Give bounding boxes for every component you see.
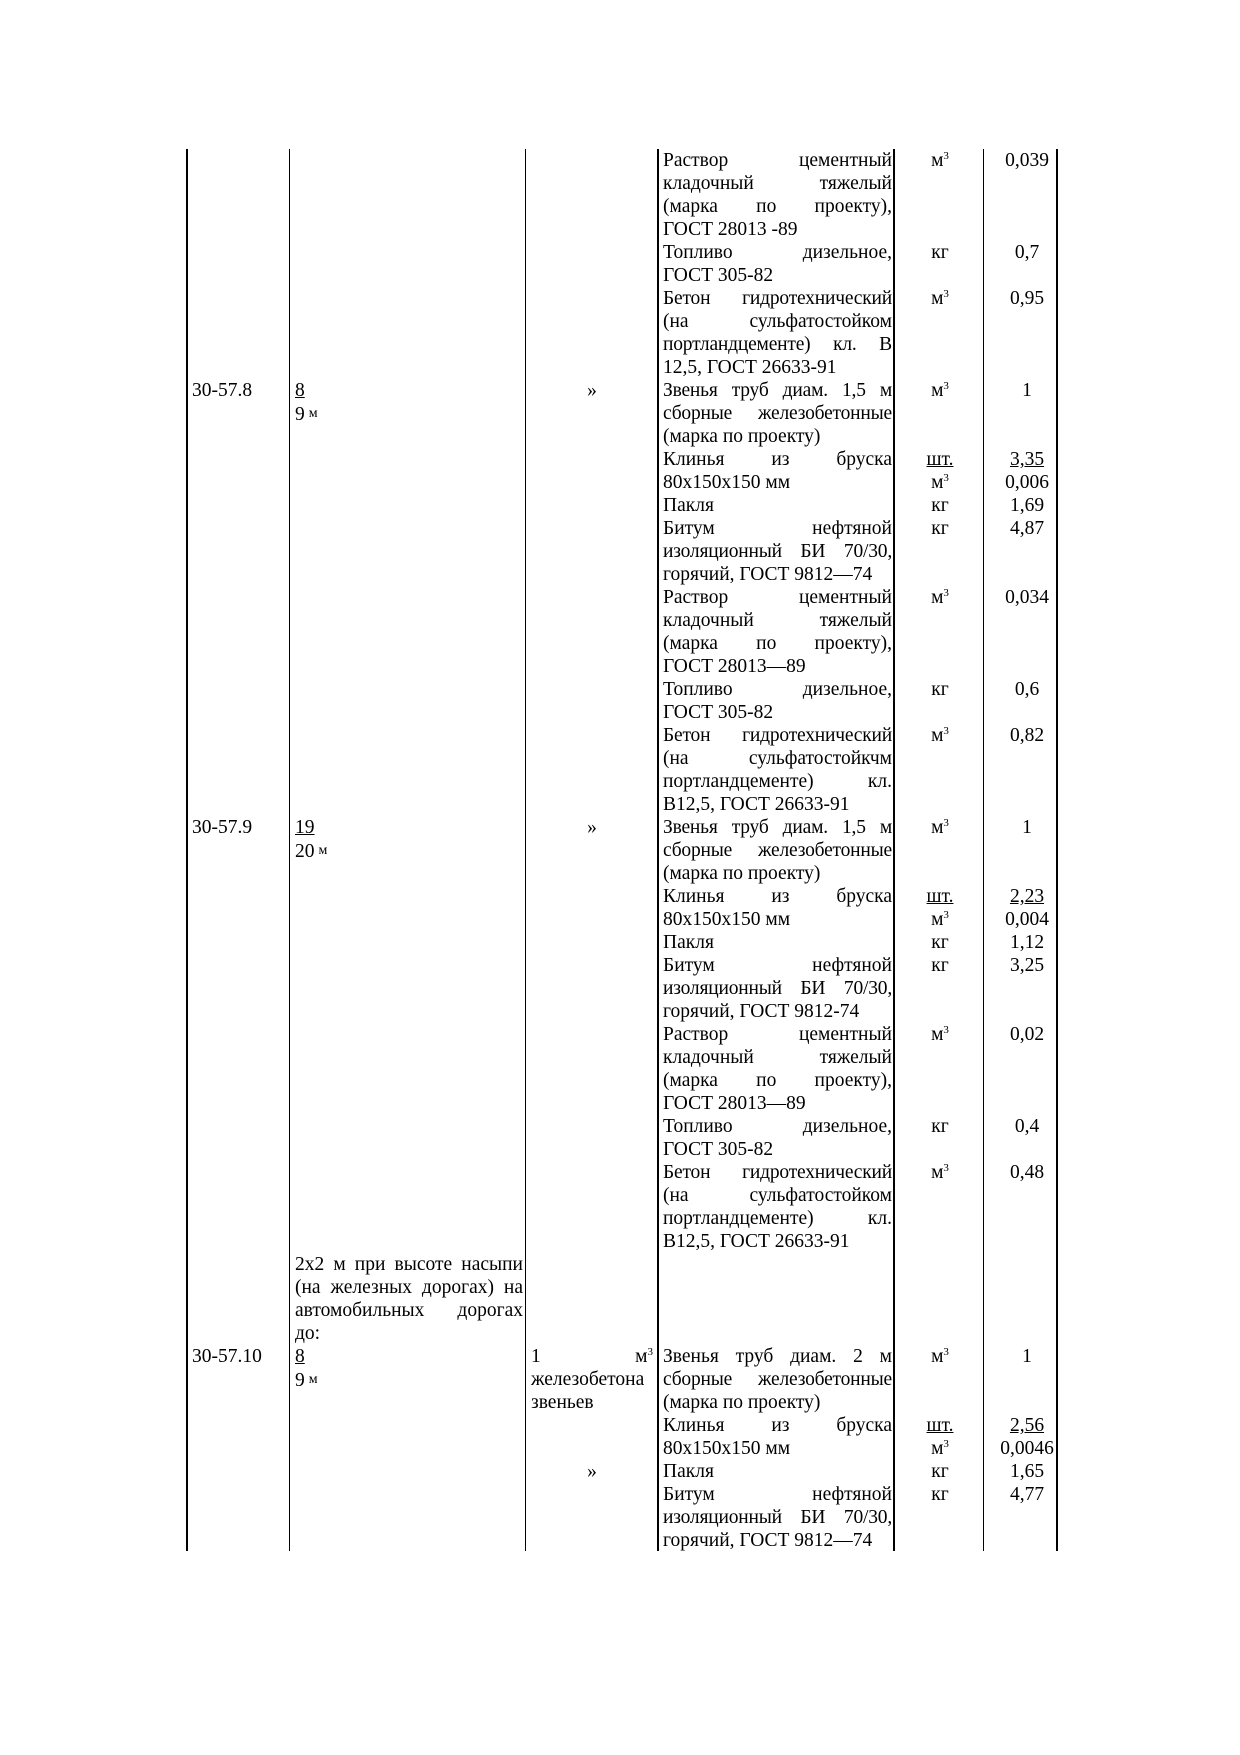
material-description xyxy=(663,1414,892,1460)
material-unit xyxy=(905,241,975,264)
measure-unit-cell xyxy=(531,1345,653,1414)
material-description-line: В12,5, ГОСТ 26633-91 xyxy=(663,794,850,815)
material-description-line: (марка по проекту) xyxy=(663,863,821,884)
material-unit-name: м xyxy=(931,1346,944,1367)
material-unit-name: шт. xyxy=(926,1415,954,1436)
material-consumption xyxy=(985,931,1069,954)
material-description-line: горячий, ГОСТ 9812—74 xyxy=(663,564,873,585)
material-consumption-value: 0,039 xyxy=(1005,150,1049,171)
material-description xyxy=(663,724,892,816)
material-unit-name-secondary: м xyxy=(931,472,944,493)
material-consumption-value: 3,35 xyxy=(1009,449,1045,470)
material-consumption-value: 4,87 xyxy=(1009,518,1045,539)
material-unit xyxy=(905,678,975,701)
embankment-height xyxy=(295,379,318,426)
ditto-mark: » xyxy=(587,380,597,401)
material-description-line: сборные железобетонные xyxy=(663,840,892,861)
material-description xyxy=(663,287,892,379)
material-description-line: (марка по проекту) xyxy=(663,1392,821,1413)
material-unit xyxy=(905,1161,975,1184)
material-unit-name: кг xyxy=(931,1116,949,1137)
material-unit xyxy=(905,448,975,494)
group-heading xyxy=(295,1253,523,1345)
material-unit-name: м xyxy=(931,150,944,171)
material-unit xyxy=(905,1414,975,1460)
material-description-line: ГОСТ 305-82 xyxy=(663,265,774,286)
material-description-line: Битум нефтяной xyxy=(663,518,892,539)
material-description-line: (марка по проекту) xyxy=(663,426,821,447)
material-unit-name-secondary: м xyxy=(931,909,944,930)
measure-unit-line: железобетона xyxy=(531,1369,645,1390)
material-unit-name: м xyxy=(931,587,944,608)
column-divider xyxy=(893,149,895,1551)
column-divider xyxy=(289,149,290,1551)
unit-exponent: 3 xyxy=(943,1024,949,1036)
norm-code: 30-57.8 xyxy=(192,380,253,401)
material-consumption xyxy=(985,724,1069,747)
group-heading-line: автомобильных дорогах xyxy=(295,1300,523,1321)
measure-unit-line: звеньев xyxy=(531,1392,594,1413)
material-description-line: кладочный тяжелый xyxy=(663,1047,892,1068)
material-description-line: (на сульфатостойком xyxy=(663,311,892,332)
material-consumption-value: 0,6 xyxy=(1014,679,1040,700)
material-consumption xyxy=(985,241,1069,264)
material-description-line: кладочный тяжелый xyxy=(663,610,892,631)
unit-exponent: 3 xyxy=(943,817,949,829)
material-unit xyxy=(905,816,975,839)
material-description-line: портландцементе) кл. xyxy=(663,771,892,792)
material-consumption-value: 4,77 xyxy=(1009,1484,1045,1505)
material-description-line: изоляционный БИ 70/30, xyxy=(663,978,892,999)
material-description-line: сборные железобетонные xyxy=(663,403,892,424)
material-consumption-value: 1,69 xyxy=(1009,495,1045,516)
material-unit-name: кг xyxy=(931,495,949,516)
material-description xyxy=(663,149,892,241)
height-range-from: 8 xyxy=(295,380,305,401)
material-description xyxy=(663,885,892,931)
column-divider xyxy=(983,149,984,1551)
material-description xyxy=(663,448,892,494)
material-description-line: изоляционный БИ 70/30, xyxy=(663,1507,892,1528)
table-border-left xyxy=(186,149,188,1551)
material-consumption xyxy=(985,287,1069,310)
material-consumption-value: 0,034 xyxy=(1005,587,1049,608)
measure-unit-name: $м^3$ xyxy=(635,1346,653,1367)
group-heading-line: до: xyxy=(295,1323,321,1344)
material-description-line: (марка по проекту), xyxy=(663,196,892,217)
material-description-line: 80x150x150 мм xyxy=(663,909,791,930)
norm-code: 30-57.10 xyxy=(192,1346,262,1367)
material-unit-name: шт. xyxy=(926,886,954,907)
material-consumption xyxy=(985,954,1069,977)
material-description-line: Звенья труб диам. 2 м xyxy=(663,1346,892,1367)
material-description xyxy=(663,586,892,678)
material-unit-name: кг xyxy=(931,1461,949,1482)
group-heading-line: (на железных дорогах) на xyxy=(295,1277,523,1298)
material-unit xyxy=(905,586,975,609)
material-description xyxy=(663,1345,892,1414)
material-description-line: (на сульфатостойком xyxy=(663,1185,892,1206)
material-consumption xyxy=(985,1483,1069,1506)
measure-unit-line xyxy=(531,1345,653,1368)
material-unit-name: кг xyxy=(931,518,949,539)
material-description xyxy=(663,379,892,448)
material-description-line: Бетон гидротехнический xyxy=(663,1162,892,1183)
material-description-line: ГОСТ 305-82 xyxy=(663,702,774,723)
material-unit-name: м xyxy=(931,725,944,746)
material-consumption-value-secondary: 0,0046 xyxy=(1000,1438,1054,1459)
material-consumption-value-secondary: 0,004 xyxy=(1005,909,1049,930)
embankment-height xyxy=(295,816,327,863)
material-description-line: Битум нефтяной xyxy=(663,955,892,976)
material-unit xyxy=(905,1023,975,1046)
unit-exponent: 3 xyxy=(943,380,949,392)
material-description xyxy=(663,241,892,287)
material-description-line: горячий, ГОСТ 9812-74 xyxy=(663,1001,860,1022)
material-unit xyxy=(905,885,975,931)
material-consumption-value: 0,4 xyxy=(1014,1116,1040,1137)
material-description-line: 80x150x150 мм xyxy=(663,472,791,493)
material-description-line: 80x150x150 мм xyxy=(663,1438,791,1459)
material-description-line: (на сульфатостойкчм xyxy=(663,748,892,769)
material-description-line: портландцементе) кл. xyxy=(663,1208,892,1229)
material-description xyxy=(663,1115,892,1161)
material-unit-name: м xyxy=(931,817,944,838)
material-consumption-value-secondary: 0,006 xyxy=(1005,472,1049,493)
column-divider xyxy=(525,149,526,1551)
unit-exponent: 3 xyxy=(943,725,949,737)
material-description-line: сборные железобетонные xyxy=(663,1369,892,1390)
group-heading-line: 2x2 м при высоте насыпи xyxy=(295,1254,523,1275)
material-description-line: Пакля xyxy=(663,1461,714,1482)
material-consumption-value: 3,25 xyxy=(1009,955,1045,976)
height-range-from: 19 xyxy=(295,817,315,838)
material-description-line: Раствор цементный xyxy=(663,587,892,608)
material-description-line: ГОСТ 28013—89 xyxy=(663,1093,806,1114)
material-consumption-value: 1,12 xyxy=(1009,932,1045,953)
height-range-to: 20 xyxy=(295,841,315,862)
material-description-line: 12,5, ГОСТ 26633-91 xyxy=(663,357,837,378)
material-consumption xyxy=(985,1115,1069,1138)
measure-unit-amount: 1 xyxy=(531,1346,541,1367)
material-consumption xyxy=(985,586,1069,609)
material-consumption-value: 0,82 xyxy=(1009,725,1045,746)
material-description-line: Пакля xyxy=(663,495,714,516)
material-unit xyxy=(905,149,975,172)
material-consumption-value: 2,56 xyxy=(1009,1415,1045,1436)
material-unit xyxy=(905,931,975,954)
material-description xyxy=(663,954,892,1023)
material-unit xyxy=(905,287,975,310)
material-consumption xyxy=(985,149,1069,172)
material-consumption xyxy=(985,1023,1069,1046)
unit-exponent: 3 xyxy=(943,288,949,300)
unit-exponent: 3 xyxy=(943,587,949,599)
material-consumption xyxy=(985,1414,1069,1460)
material-description-line: Звенья труб диам. 1,5 м xyxy=(663,817,892,838)
table-border-right xyxy=(1056,149,1058,1551)
material-description xyxy=(663,494,892,517)
material-unit xyxy=(905,517,975,540)
material-consumption-value: 0,02 xyxy=(1009,1024,1045,1045)
material-description-line: Пакля xyxy=(663,932,714,953)
measure-unit-exponent: 3 xyxy=(647,1346,653,1358)
material-consumption-value: 1 xyxy=(1022,380,1032,401)
material-consumption xyxy=(985,1345,1069,1368)
material-consumption xyxy=(985,678,1069,701)
material-unit-name: м xyxy=(931,288,944,309)
material-description-line: портландцементе) кл. В xyxy=(663,334,892,355)
material-description xyxy=(663,1460,892,1483)
material-consumption-value: 1 xyxy=(1022,817,1032,838)
material-description-line: Бетон гидротехнический xyxy=(663,288,892,309)
unit-exponent: 3 xyxy=(943,1162,949,1174)
unit-exponent: 3 xyxy=(943,150,949,162)
material-description-line: Бетон гидротехнический xyxy=(663,725,892,746)
material-consumption-value: 0,48 xyxy=(1009,1162,1045,1183)
material-unit-name: кг xyxy=(931,679,949,700)
material-description-line: кладочный тяжелый xyxy=(663,173,892,194)
material-description-line: Битум нефтяной xyxy=(663,1484,892,1505)
material-consumption-value: 0,7 xyxy=(1014,242,1040,263)
embankment-height xyxy=(295,1345,318,1392)
material-unit-name: кг xyxy=(931,955,949,976)
material-description-line: (марка по проекту), xyxy=(663,633,892,654)
material-unit-name: шт. xyxy=(926,449,954,470)
material-unit xyxy=(905,494,975,517)
material-unit-name: кг xyxy=(931,1484,949,1505)
material-description-line: (марка по проекту), xyxy=(663,1070,892,1091)
material-unit xyxy=(905,1483,975,1506)
material-unit-name: кг xyxy=(931,242,949,263)
material-consumption xyxy=(985,1460,1069,1483)
material-description-line: Клинья из бруска xyxy=(663,449,892,470)
material-description-line: Раствор цементный xyxy=(663,150,892,171)
material-description-line: В12,5, ГОСТ 26633-91 xyxy=(663,1231,850,1252)
ditto-mark: » xyxy=(587,817,597,838)
ditto-mark: » xyxy=(587,1461,597,1482)
material-consumption-value: 1 xyxy=(1022,1346,1032,1367)
height-range-to: 9 xyxy=(295,404,305,425)
material-unit-name: кг xyxy=(931,932,949,953)
material-description-line: Топливо дизельное, xyxy=(663,242,892,263)
material-description-line: ГОСТ 28013 -89 xyxy=(663,219,798,240)
material-unit-name-secondary: м xyxy=(931,1438,944,1459)
unit-exponent: 3 xyxy=(943,1346,949,1358)
material-unit xyxy=(905,379,975,402)
unit-exponent: 3 xyxy=(943,909,949,921)
material-unit-name: м xyxy=(931,1024,944,1045)
material-description xyxy=(663,1483,892,1552)
material-description xyxy=(663,678,892,724)
material-description-line: ГОСТ 28013—89 xyxy=(663,656,806,677)
unit-exponent: 3 xyxy=(943,472,949,484)
material-consumption xyxy=(985,885,1069,931)
height-range-to: 9 xyxy=(295,1370,305,1391)
height-range-from: 8 xyxy=(295,1346,305,1367)
material-unit-name: м xyxy=(931,1162,944,1183)
material-description-line: изоляционный БИ 70/30, xyxy=(663,541,892,562)
material-unit xyxy=(905,724,975,747)
material-description xyxy=(663,1161,892,1253)
material-description-line: Клинья из бруска xyxy=(663,886,892,907)
material-unit-name: м xyxy=(931,380,944,401)
unit-exponent: 3 xyxy=(943,1438,949,1450)
material-description-line: Топливо дизельное, xyxy=(663,679,892,700)
material-unit xyxy=(905,1460,975,1483)
norm-code: 30-57.9 xyxy=(192,817,253,838)
height-unit: м xyxy=(308,406,318,421)
material-description-line: Клинья из бруска xyxy=(663,1415,892,1436)
height-unit: м xyxy=(318,843,328,858)
material-description xyxy=(663,517,892,586)
material-consumption xyxy=(985,1161,1069,1184)
material-description-line: горячий, ГОСТ 9812—74 xyxy=(663,1530,873,1551)
material-description xyxy=(663,1023,892,1115)
height-unit: м xyxy=(308,1372,318,1387)
material-consumption xyxy=(985,448,1069,494)
material-consumption xyxy=(985,517,1069,540)
material-description xyxy=(663,816,892,885)
material-consumption xyxy=(985,379,1069,402)
material-consumption-value: 0,95 xyxy=(1009,288,1045,309)
material-description xyxy=(663,931,892,954)
material-consumption-value: 2,23 xyxy=(1009,886,1045,907)
material-description-line: Звенья труб диам. 1,5 м xyxy=(663,380,892,401)
material-unit xyxy=(905,1115,975,1138)
material-description-line: Топливо дизельное, xyxy=(663,1116,892,1137)
column-divider xyxy=(657,149,659,1551)
material-description-line: ГОСТ 305-82 xyxy=(663,1139,774,1160)
material-consumption xyxy=(985,816,1069,839)
material-description-line: Раствор цементный xyxy=(663,1024,892,1045)
material-consumption-value: 1,65 xyxy=(1009,1461,1045,1482)
material-consumption xyxy=(985,494,1069,517)
material-unit xyxy=(905,954,975,977)
material-unit xyxy=(905,1345,975,1368)
